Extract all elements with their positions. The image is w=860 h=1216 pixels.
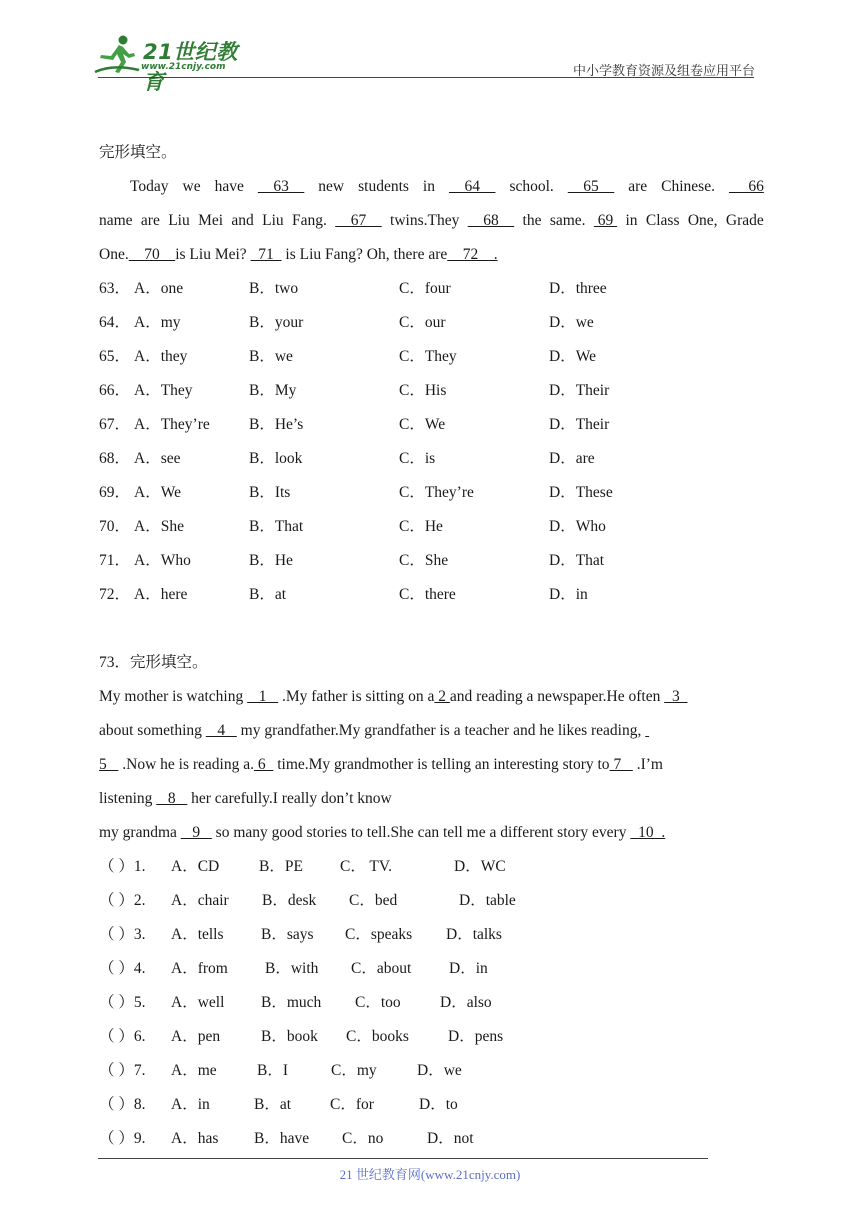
option-a: A．They’re [134,416,210,433]
question-number: （ ）8. [99,1096,146,1113]
site-logo [93,34,258,94]
question-row [99,578,764,612]
blank-7: 7 [609,756,633,773]
blank-5: 5 [99,756,119,773]
question-number: （ ）5. [99,994,146,1011]
platform-name: 中小学教育资源及组卷应用平台 [572,63,755,78]
option-a: A．well [171,994,225,1011]
question-number: （ ）1. [99,858,146,875]
option-a: A．chair [171,892,229,909]
blank-71: 71 [250,246,282,263]
option-b: B．says [261,926,314,943]
option-c: C．They’re [399,484,474,501]
option-c: C．She [399,552,449,569]
option-b: B．Its [249,484,291,501]
question-row [99,952,764,986]
question-number: 71． [99,552,131,569]
question-row [99,1020,764,1054]
passage1-line1: Today we have 63 new students in 64 school. 65 are Chinese. 66 [99,170,764,204]
question-number: （ ）6. [99,1028,146,1045]
blank-67: 67 [335,212,382,229]
passage2-line4: listening 8 her carefully.I really don’t know [99,790,392,807]
option-a: A．here [134,586,188,603]
blank-68: 68 [467,212,515,229]
question-row [99,442,764,476]
option-c: C．We [399,416,446,433]
question-row [99,408,764,442]
option-c: C．no [342,1130,384,1147]
option-a: A．one [134,280,184,297]
option-c: C．there [399,586,456,603]
option-c: C．books [346,1028,409,1045]
option-a: A．pen [171,1028,221,1045]
option-a: A．CD [171,858,220,875]
question-number: 72． [99,586,131,603]
option-c: C．His [399,382,447,399]
question-row [99,306,764,340]
option-d: D．we [417,1062,462,1079]
logo-url: www.21cnjy.com [141,62,226,72]
option-b: B．at [249,586,287,603]
option-d: D．not [427,1130,474,1147]
blank-69: 69 [593,212,618,229]
blank-64: 64 [448,178,496,195]
blank-63: 63 [257,178,305,195]
blank-2: 2 [434,688,450,705]
question-number: 67． [99,416,131,433]
option-c: C．speaks [345,926,413,943]
option-b: B．I [257,1062,289,1079]
blank-5-start [645,722,649,739]
header-divider [98,77,754,78]
option-a: A．they [134,348,188,365]
option-d: D．talks [446,926,502,943]
blank-66: 66 [728,178,764,195]
option-b: B．two [249,280,299,297]
option-b: B．He’s [249,416,304,433]
question-row [99,884,764,918]
option-a: A．see [134,450,181,467]
question-number: 63． [99,280,131,297]
blank-9: 9 [180,824,212,841]
option-c: C．my [331,1062,377,1079]
footer-text: 21 世纪教育网(www.21cnjy.com) [339,1167,521,1182]
blank-6: 6 [253,756,274,773]
passage1-line3: One. 70 is Liu Mei? 71 is Liu Fang? Oh, there are 72 . [99,246,498,263]
option-a: A．in [171,1096,210,1113]
option-d: D．we [549,314,594,331]
option-a: A．She [134,518,184,535]
option-a: A．They [134,382,193,399]
question-number: 66． [99,382,131,399]
option-b: B．with [265,960,319,977]
question-row [99,544,764,578]
option-c: C．for [330,1096,374,1113]
question-row [99,340,764,374]
option-c: C．is [399,450,436,467]
section1-questions [99,272,764,612]
question-number: （ ）9. [99,1130,146,1147]
blank-8: 8 [156,790,188,807]
question-number: 64． [99,314,131,331]
question-row [99,850,764,884]
runner-logo-icon [93,34,143,78]
option-b: B．PE [259,858,303,875]
blank-4: 4 [205,722,237,739]
question-number: （ ）7. [99,1062,146,1079]
document-body [99,136,764,1156]
option-d: D．also [440,994,492,1011]
question-number: （ ）2. [99,892,146,909]
option-b: B．your [249,314,304,331]
option-a: A．Who [134,552,191,569]
option-d: D．table [459,892,516,909]
option-a: A．tells [171,926,224,943]
option-b: B．book [261,1028,318,1045]
logo-title: 21世纪教育 [143,40,238,94]
question-number: （ ）3. [99,926,146,943]
section-spacer [99,612,764,646]
passage2-line5: my grandma 9 so many good stories to tell.She can tell me a different story every 10 . [99,824,666,841]
option-b: B．That [249,518,304,535]
option-a: A．me [171,1062,217,1079]
option-b: B．My [249,382,297,399]
option-c: C．They [399,348,457,365]
option-b: B．have [254,1130,310,1147]
passage2-line2: about something 4 my grandfather.My grandfather is a teacher and he likes reading, [99,714,764,748]
question-number: 68． [99,450,131,467]
option-c: C．He [399,518,443,535]
option-b: B．look [249,450,303,467]
option-b: B．much [261,994,322,1011]
question-row [99,374,764,408]
blank-1: 1 [247,688,279,705]
passage1-line2: name are Liu Mei and Liu Fang. 67 twins.They 68 the same. 69 in Class One, Grade [99,204,764,238]
option-d: D．three [549,280,607,297]
option-d: D．We [549,348,596,365]
option-a: A．We [134,484,181,501]
option-d: D．pens [448,1028,504,1045]
option-c: C．too [355,994,401,1011]
question-row [99,510,764,544]
footer-divider [98,1158,708,1159]
blank-3: 3 [664,688,688,705]
option-b: B．He [249,552,293,569]
option-d: D．to [419,1096,458,1113]
option-c: C．bed [349,892,398,909]
question-number: 70． [99,518,131,535]
question-row [99,918,764,952]
question-number: 65． [99,348,131,365]
option-b: B．desk [262,892,317,909]
passage2-line3: 5 .Now he is reading a. 6 time.My grandmother is telling an interesting story to 7 .I’m [99,756,663,773]
blank-65: 65 [567,178,615,195]
option-d: D．Who [549,518,606,535]
blank-72: 72 . [447,246,498,263]
option-d: D．That [549,552,605,569]
question-row [99,1054,764,1088]
option-a: A．my [134,314,181,331]
option-d: D．Their [549,382,610,399]
question-row [99,272,764,306]
option-c: C．about [351,960,412,977]
option-c: C． TV. [340,858,392,875]
option-d: D．These [549,484,613,501]
section1-title: 完形填空。 [99,144,177,161]
question-row [99,476,764,510]
question-row [99,1122,764,1156]
option-a: A．has [171,1130,219,1147]
question-row [99,1088,764,1122]
blank-70: 70 [128,246,176,263]
section2-questions [99,850,764,1156]
option-d: D．WC [454,858,506,875]
question-row [99,986,764,1020]
option-c: C．four [399,280,451,297]
page-header [0,0,860,94]
section2-title: 73．完形填空。 [99,654,208,671]
option-b: B．at [254,1096,292,1113]
option-d: D．Their [549,416,610,433]
option-d: D．in [549,586,588,603]
option-d: D．are [549,450,595,467]
blank-10: 10 . [630,824,666,841]
passage2-line1: My mother is watching 1 .My father is sitting on a 2 and reading a newspaper.He often 3 [99,688,688,705]
option-d: D．in [449,960,488,977]
question-number: （ ）4. [99,960,146,977]
question-number: 69． [99,484,131,501]
option-b: B．we [249,348,293,365]
option-c: C．our [399,314,446,331]
option-a: A．from [171,960,228,977]
